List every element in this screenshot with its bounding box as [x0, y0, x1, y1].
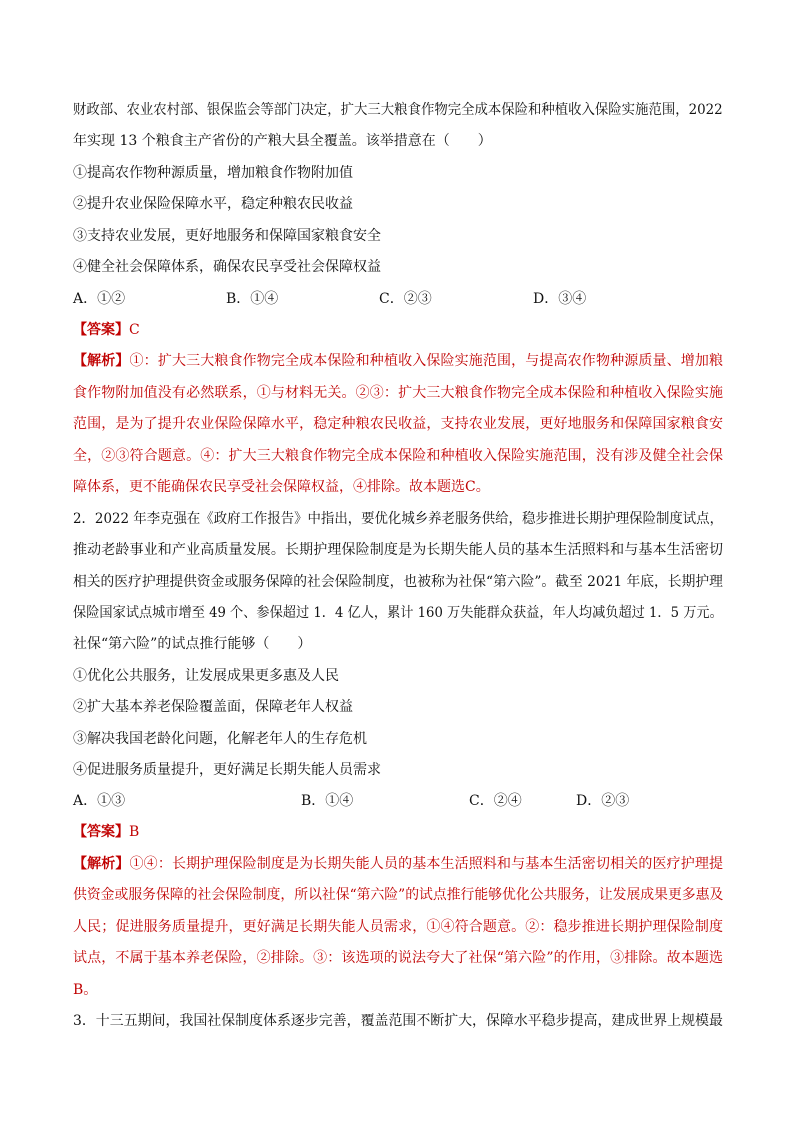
q2-analysis-line-3: 人民；促进服务质量提升，更好满足长期失能人员需求，①④符合题意。②：稳步推进长期护理保险制度	[73, 919, 723, 935]
q1-option-d: D．③④	[533, 291, 587, 307]
q2-stem-line-2: 推动老龄事业和产业高质量发展。长期护理保险制度是为长期失能人员的基本生活照料和与基本生活密切	[73, 542, 723, 558]
q1-stem-line-1: 财政部、农业农村部、银保监会等部门决定，扩大三大粮食作物完全成本保险和种植收入保险实施范围，2022	[73, 102, 723, 118]
q1-analysis-line-4: 全，②③符合题意。④：扩大三大粮食作物完全成本保险和种植收入保险实施范围，没有涉及健全社会保	[73, 448, 723, 464]
q1-option-a: A．①②	[73, 291, 126, 307]
q2-answer-value: B	[129, 824, 140, 840]
q2-option-d: D．②③	[576, 793, 630, 809]
q2-stem-line-5: 社保“第六险”的试点推行能够（ ）	[73, 636, 312, 652]
q1-analysis-text-1: ①：扩大三大粮食作物完全成本保险和种植收入保险实施范围，与提高农作物种源质量、增加粮	[129, 353, 724, 369]
q3-stem-line-1: 3．十三五期间，我国社保制度体系逐步完善，覆盖范围不断扩大，保障水平稳步提高，建成世界上规模最	[73, 1013, 723, 1029]
q1-item-1: ①提高农作物种源质量，增加粮食作物附加值	[73, 165, 353, 181]
q2-answer-tag: 【答案】	[73, 824, 129, 840]
q2-item-3: ③解决我国老龄化问题，化解老年人的生存危机	[73, 731, 367, 747]
q1-analysis-line-5: 障体系，更不能确保农民享受社会保障权益，④排除。故本题选C。	[73, 479, 490, 495]
q2-analysis-tag: 【解析】	[73, 856, 130, 872]
q2-option-a: A．①③	[73, 793, 126, 809]
q2-analysis-line-5: B。	[73, 982, 98, 998]
q2-option-c: C．②④	[469, 793, 522, 809]
q2-analysis-text-1: ①④：长期护理保险制度是为长期失能人员的基本生活照料和与基本生活密切相关的医疗护理提	[129, 856, 724, 872]
q2-analysis-line-1	[73, 854, 723, 874]
q2-analysis-line-2: 供资金或服务保障的社会保险制度，所以社保“第六险”的试点推行能够优化公共服务，让发展成果更多惠及	[73, 887, 724, 903]
q1-item-4: ④健全社会保障体系，确保农民享受社会保障权益	[73, 259, 381, 275]
q2-analysis-line-4: 试点，不属于基本养老保险，②排除。③：该选项的说法夸大了社保“第六险”的作用，③排除。故本题选	[73, 950, 723, 966]
q1-option-c: C．②③	[379, 291, 432, 307]
q1-analysis-line-3: 范围，是为了提升农业保险保障水平，稳定种粮农民收益，支持农业发展，更好地服务和保障国家粮食安	[73, 416, 723, 432]
q1-option-b: B．①④	[226, 291, 279, 307]
q1-answer-value: C	[129, 322, 140, 338]
q1-analysis-line-2: 食作物附加值没有必然联系，①与材料无关。②③：扩大三大粮食作物完全成本保险和种植收入保险实施	[73, 385, 723, 401]
q2-option-b: B．①④	[301, 793, 354, 809]
q1-stem-line-2: 年实现 13 个粮食主产省份的产粮大县全覆盖。该举措意在（ ）	[73, 133, 492, 149]
q2-item-1: ①优化公共服务，让发展成果更多惠及人民	[73, 668, 339, 684]
q1-answer	[73, 320, 723, 340]
q2-item-2: ②扩大基本养老保险覆盖面，保障老年人权益	[73, 699, 353, 715]
q1-item-2: ②提升农业保险保障水平，稳定种粮农民收益	[73, 196, 353, 212]
q1-analysis-line-1	[73, 351, 723, 371]
q1-answer-tag: 【答案】	[73, 322, 129, 338]
q2-answer	[73, 822, 723, 842]
q1-item-3: ③支持农业发展，更好地服务和保障国家粮食安全	[73, 228, 381, 244]
q1-analysis-tag: 【解析】	[73, 353, 130, 369]
q2-stem-line-3: 相关的医疗护理提供资金或服务保障的社会保险制度，也被称为社保“第六险”。截至 2021 年底，长期护理	[73, 574, 723, 590]
q2-stem-line-1: 2．2022 年李克强在《政府工作报告》中指出，要优化城乡养老服务供给，稳步推进长期护理保险制度试点，	[73, 511, 723, 527]
q2-stem-line-4: 保险国家试点城市增至 49 个、参保超过 1．4 亿人，累计 160 万失能群众获益，年人均减负超过 1．5 万元。	[73, 605, 723, 621]
q2-item-4: ④促进服务质量提升，更好满足长期失能人员需求	[73, 762, 381, 778]
